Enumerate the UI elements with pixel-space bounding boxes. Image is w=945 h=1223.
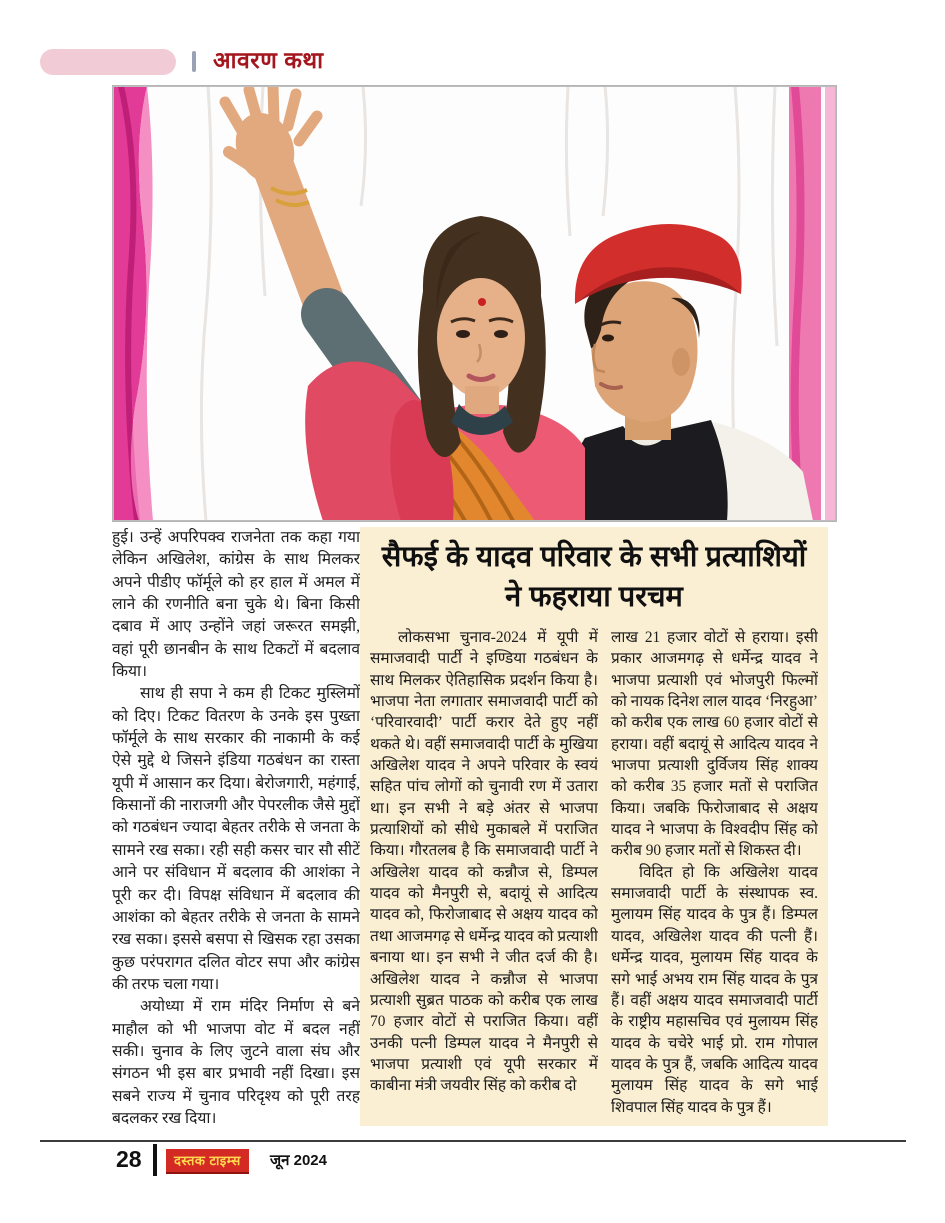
highlight-box [360, 527, 828, 1126]
paragraph: अयोध्या में राम मंदिर निर्माण से बने माहौल को भी भाजपा वोट में बदल नहीं सकी। चुनाव के लिए जुटने वाला संघ और संगठन भी इस बार प्रभावी नहीं दिखा। इस सबने राज्य में चुनाव परिदृश्य को पूरी तरह बदलकर रख दिया। [112, 998, 360, 1127]
footer-divider [153, 1144, 157, 1176]
magazine-logo: दस्तक टाइम्स [166, 1149, 249, 1174]
paragraph: लाख 21 हजार वोटों से हराया। इसी प्रकार आजमगढ़ से धर्मेन्द्र यादव ने भाजपा प्रत्याशी एवं भोजपुरी फिल्मों को नायक दिनेश लाल यादव ‘निरहुआ’ को करीब एक लाख 60 हजार वोटों से हराया। वहीं बदायूं से आदित्य यादव ने भाजपा प्रत्याशी दुर्विजय सिंह शाक्य को करीब 35 हजार मतों से पराजित किया। जबकि फिरोजाबाद से अक्षय यादव ने भाजपा के विश्वदीप सिंह को करीब 90 हजार मतों से शिकस्त दी। [611, 629, 818, 860]
cover-photo-illustration [113, 86, 836, 521]
box-columns [360, 621, 828, 1118]
bindi [478, 298, 486, 306]
footer-rule [40, 1140, 906, 1142]
box-column-2 [611, 627, 818, 1118]
header-divider [192, 51, 196, 72]
page-number: 28 [116, 1146, 142, 1172]
issue-date: जून 2024 [270, 1152, 327, 1169]
section-title: आवरण कथा [213, 47, 324, 73]
left-drape [113, 86, 153, 521]
paragraph: लोकसभा चुनाव-2024 में यूपी में समाजवादी पार्टी ने इण्डिया गठबंधन के साथ मिलकर ऐतिहासिक प्रदर्शन किया है। भाजपा नेता लगातार समाजवादी पार्टी को ‘परिवारवादी’ पार्टी करार देते हुए नहीं थकते थे। वहीं समाजवादी पार्टी के मुखिया अखिलेश यादव ने अपने परिवार के स्वयं सहित पांच लोगों को चुनावी रण में उतारा था। इन सभी ने बड़े अंतर से भाजपा प्रत्याशियों को सीधे मुकाबले में पराजित किया। गौरतलब है कि समाजवादी पार्टी ने अखिलेश यादव को कन्नौज से, डिम्पल यादव को मैनपुरी से, बदायूं से आदित्य यादव को, फिरोजाबाद से अक्षय यादव को तथा आजमगढ़ से धर्मेन्द्र यादव को प्रत्याशी बनाया था। इन सभी ने जीत दर्ज की है। अखिलेश यादव ने कन्नौज से भाजपा प्रत्याशी सुब्रत पाठक को करीब एक लाख 70 हजार वोटों से पराजित किया। वहीं उनकी पत्नी डिम्पल यादव ने मैनपुरी से भाजपा प्रत्याशी एवं यूपी सरकार में काबीना मंत्री जयवीर सिंह को करीब दो [370, 629, 598, 1095]
left-column [112, 527, 360, 1142]
paragraph: साथ ही सपा ने कम ही टिकट मुस्लिमों को दिए। टिकट वितरण के उनके इस पुख्ता फॉर्मूले के साथ सरकार की नाकामी के कई ऐसे मुद्दे थे जिसने इंडिया गठबंधन का रास्ता यूपी में आसान कर दिया। बेरोजगारी, महंगाई, किसानों की नाराजगी और पेपरलीक जैसे मुद्दों को गठबंधन ज्यादा बेहतर तरीके से जनता के सामने रख सका। रही सही कसर चार सौ सीटें आने पर संविधान में बदलाव की आशंका ने पूरी कर दी। विपक्ष संविधान में बदलाव की आशंका को बेहतर तरीके से जनता के सामने रख सका। इससे बसपा से खिसक रहा उसका कुछ परंपरागत दलित वोटर सपा और कांग्रेस की तरफ चला गया। [112, 685, 360, 993]
header-pill [40, 49, 176, 75]
right-drape [789, 86, 836, 521]
paragraph: हुई। उन्हें अपरिपक्व राजनेता तक कहा गया लेकिन अखिलेश, कांग्रेस के साथ मिलकर अपने पीडीए फॉर्मूले को हर हाल में अमल में लाने की रणनीति बना चुके थे। बिना किसी दबाव में आए उन्होंने जहां जरूरत समझी, वहां पूरी छानबीन के साथ टिकटों में बदलाव किया। [112, 529, 360, 681]
paragraph: विदित हो कि अखिलेश यादव समाजवादी पार्टी के संस्थापक स्व. मुलायम सिंह यादव के पुत्र हैं। डिम्पल यादव, अखिलेश यादव की पत्नी हैं। धर्मेन्द्र यादव, मुलायम सिंह यादव के सगे भाई अभय राम सिंह यादव के पुत्र हैं। वहीं अक्षय यादव समाजवादी पार्टी के राष्ट्रीय महासचिव एवं मुलायम सिंह यादव के चचेरे भाई प्रो. राम गोपाल यादव के पुत्र हैं, जबकि आदित्य यादव मुलायम सिंह यादव के सगे भाई शिवपाल सिंह यादव के पुत्र हैं। [611, 863, 818, 1116]
cover-photo [112, 85, 837, 522]
article-headline: सैफई के यादव परिवार के सभी प्रत्याशियों ने फहराया परचम [381, 541, 807, 613]
box-column-1 [370, 627, 598, 1118]
